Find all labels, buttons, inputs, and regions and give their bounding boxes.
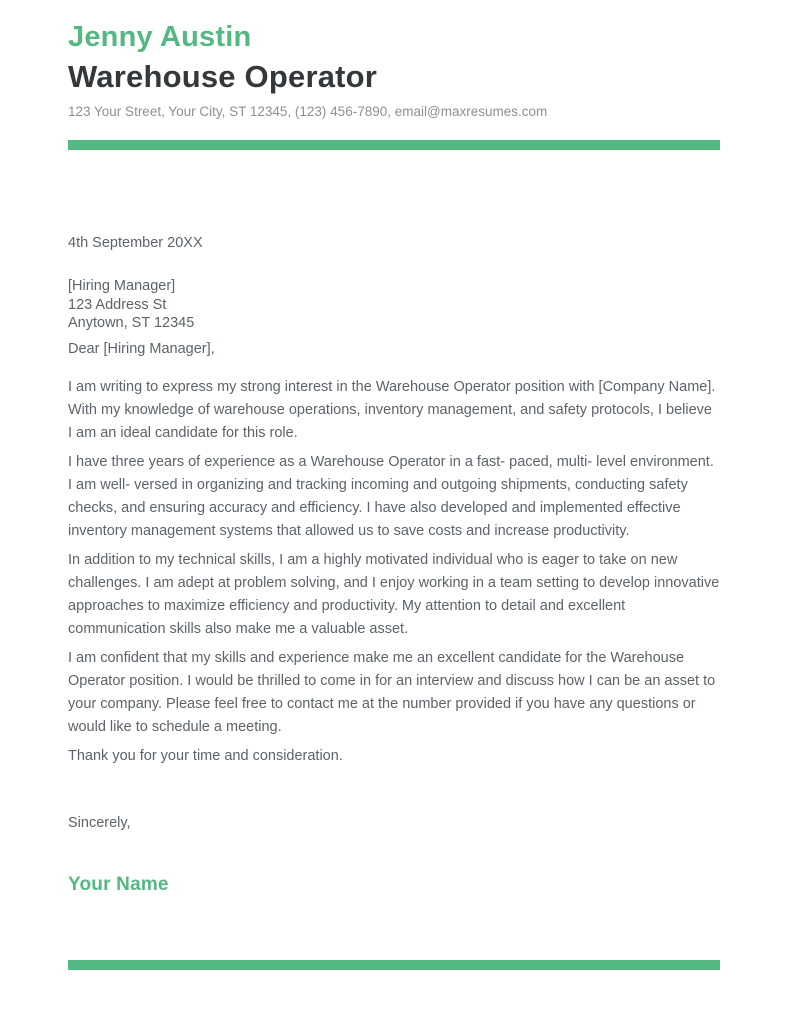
recipient-line: [Hiring Manager]: [68, 278, 176, 294]
signature-name: Your Name: [68, 873, 169, 895]
contact-line: 123 Your Street, Your City, ST 12345, (123) 456-7890, email@maxresumes.com: [68, 104, 548, 119]
closing-line: Sincerely,: [68, 814, 131, 831]
body-paragraph: In addition to my technical skills, I am a highly motivated individual who is eager to take on new challenges. I am adept at problem solving, and I enjoy working in a team setting to develop innovative approaches to maximize efficiency and productivity. My attention to detail and excellent communication skills also make me a valuable asset.: [68, 551, 720, 637]
header-divider: [68, 140, 720, 150]
body-paragraph: I have three years of experience as a Warehouse Operator in a fast- paced, multi- level environment. I am well- versed in organizing and tracking incoming and outgoing shipments, conducting safety checks, and ensuring accuracy and efficiency. I have also developed and implemented effective inventory management systems that allowed us to save costs and increase productivity.: [68, 453, 714, 539]
footer-divider: [68, 960, 720, 970]
salutation: Dear [Hiring Manager],: [68, 340, 215, 357]
recipient-line: 123 Address St: [68, 296, 167, 313]
body-paragraph: I am writing to express my strong interest in the Warehouse Operator position with [Company Name]. With my knowledge of warehouse operations, inventory management, and safety protocols, I believe I am an ideal candidate for this role.: [68, 378, 716, 441]
body-paragraph: I am confident that my skills and experience make me an excellent candidate for the Warehouse Operator position. I would be thrilled to come in for an interview and discuss how I can be an asset to your company. Please feel free to contact me at the number provided if you have any questions or would like to schedule a meeting.: [68, 649, 716, 735]
letter-header: [68, 20, 720, 150]
recipient-address-block: [68, 277, 720, 333]
letter-date: 4th September 20XX: [68, 235, 203, 251]
thank-you-line: Thank you for your time and consideration.: [68, 747, 343, 764]
page-title: Warehouse Operator: [68, 59, 378, 94]
applicant-name: Jenny Austin: [68, 21, 252, 53]
letter-body: [68, 232, 720, 896]
recipient-line: Anytown, ST 12345: [68, 315, 195, 331]
